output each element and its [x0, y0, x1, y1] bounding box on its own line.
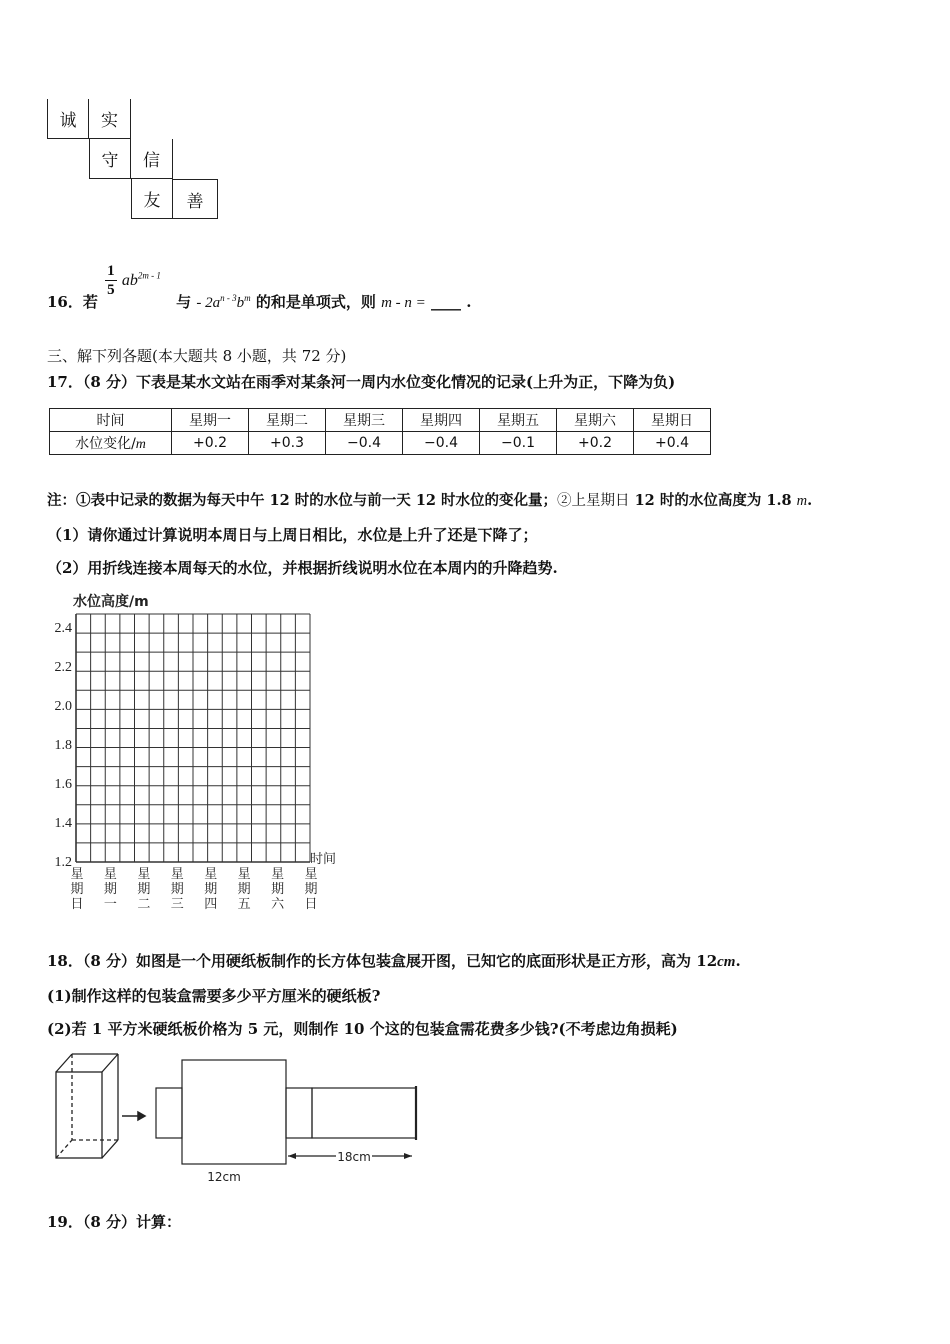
- x-tick-label: 星期二: [137, 867, 151, 912]
- grid-yticks: [55, 621, 73, 870]
- arrow-icon: [122, 1112, 145, 1120]
- net-cell: 善: [173, 179, 218, 219]
- y-tick-label: 2.0: [54, 699, 72, 714]
- q17-sub2: （2）用折线连接本周每天的水位，并根据折线说明水位在本周内的升降趋势.: [47, 559, 558, 577]
- y-tick-label: 1.8: [54, 738, 72, 753]
- term2-exp-b: m: [244, 292, 251, 303]
- y-tick-label: 1.4: [54, 816, 72, 831]
- term2-coef: - 2a: [196, 294, 221, 311]
- grid-xticks: [70, 867, 317, 912]
- table-header: 星期三: [326, 409, 403, 432]
- q16-blank[interactable]: ____: [431, 292, 461, 311]
- term1-base: ab: [121, 271, 138, 289]
- grid-xlabel: 时间: [310, 852, 337, 867]
- x-tick-label: 星期六: [271, 867, 285, 912]
- row-label-text: 水位变化/: [75, 436, 136, 452]
- question-18: [47, 950, 741, 971]
- cuboid-drawing: [56, 1054, 118, 1158]
- table-header: 星期六: [557, 409, 634, 432]
- term2-b: b: [236, 294, 245, 311]
- q18-sub2: (2)若 1 平方米硬纸板价格为 5 元，则制作 10 个这的包装盒需花费多少钱?(不考虑边角损耗): [47, 1020, 678, 1038]
- table-header: 星期四: [403, 409, 480, 432]
- note-end: .: [807, 492, 813, 509]
- note-part-c: 12 时的水位高度为 1.8: [629, 492, 792, 509]
- term2-exp-a: n - 3: [220, 292, 237, 303]
- note-part-a: 注：①表中记录的数据为每天中午 12 时的水位与前一天 12 时水位的变化量；: [47, 492, 558, 509]
- row-label-unit: m: [135, 437, 146, 452]
- x-tick-label: 星期四: [204, 867, 218, 912]
- fraction-denominator: 5: [107, 282, 115, 298]
- net-cell: 信: [131, 139, 173, 179]
- table-cell: −0.4: [326, 432, 403, 455]
- x-tick-label: 星期一: [103, 867, 117, 912]
- table-header: 星期一: [172, 409, 249, 432]
- q16-mid: 与: [176, 292, 192, 311]
- table-header: 时间: [50, 409, 172, 432]
- table-header: 星期五: [480, 409, 557, 432]
- water-level-table: [49, 408, 711, 455]
- table-cell: −0.4: [403, 432, 480, 455]
- x-tick-label: 星期三: [170, 867, 184, 912]
- term1-exponent: 2m - 1: [137, 270, 161, 281]
- dim-arrow-right: [404, 1153, 412, 1159]
- q18-end: .: [735, 952, 741, 970]
- table-header-row: [50, 409, 711, 432]
- x-tick-label: 星期五: [237, 867, 251, 912]
- net-cell: 友: [131, 179, 173, 219]
- unfolded-net: [156, 1060, 416, 1164]
- grid-lines: [76, 614, 310, 862]
- q16-number: 16．若: [47, 292, 98, 311]
- dim-arrow-left: [288, 1153, 296, 1159]
- note-unit: m: [796, 493, 808, 509]
- y-tick-label: 2.4: [54, 621, 72, 636]
- q16-term1: [122, 272, 161, 289]
- question-17: 17．（8 分）下表是某水文站在雨季对某条河一周内水位变化情况的记录(上升为正，下降为负): [47, 373, 676, 391]
- q17-sub1: （1）请你通过计算说明本周日与上周日相比，水位是上升了还是下降了；: [47, 526, 538, 544]
- x-tick-label: 星期日: [304, 867, 318, 912]
- section-3-heading: 三、解下列各题(本大题共 8 小题，共 72 分): [47, 347, 347, 365]
- net-cell: 实: [89, 99, 131, 139]
- table-header: 星期二: [249, 409, 326, 432]
- row-label: [50, 432, 172, 455]
- net-cell: 守: [89, 139, 131, 179]
- fraction-numerator: 1: [107, 263, 115, 279]
- table-cell: +0.3: [249, 432, 326, 455]
- note-part-b: ②上星期日: [557, 493, 630, 509]
- q16-tail: 的和是单项式，则: [255, 292, 376, 311]
- table-header: 星期日: [634, 409, 711, 432]
- table-row: [50, 432, 711, 455]
- q16-fraction: [105, 262, 117, 299]
- grid-ylabel: 水位高度/m: [73, 594, 149, 610]
- question-16: [47, 262, 472, 311]
- water-level-grid: [45, 588, 355, 923]
- dim-label-12cm: 12cm: [207, 1170, 241, 1184]
- table-cell: +0.4: [634, 432, 711, 455]
- q17-note: [47, 489, 812, 510]
- table-cell: +0.2: [172, 432, 249, 455]
- q18-sub1: (1)制作这样的包装盒需要多少平方厘米的硬纸板?: [47, 987, 381, 1005]
- q18-text: 18．（8 分）如图是一个用硬纸板制作的长方体包装盒展开图，已知它的底面形状是正方形，高为 12: [47, 952, 718, 970]
- dim-label-18cm: 18cm: [337, 1150, 371, 1164]
- q16-end: .: [466, 292, 472, 311]
- net-cell: 诚: [47, 99, 89, 139]
- y-tick-label: 2.2: [54, 660, 72, 675]
- question-19: 19．（8 分）计算：: [47, 1213, 182, 1231]
- y-tick-label: 1.2: [54, 855, 72, 870]
- table-cell: −0.1: [480, 432, 557, 455]
- y-tick-label: 1.6: [54, 777, 72, 792]
- box-net-diagram: [50, 1050, 430, 1190]
- q16-expression: m - n =: [381, 294, 426, 311]
- table-cell: +0.2: [557, 432, 634, 455]
- q16-term2: [196, 292, 251, 311]
- q18-unit: cm: [717, 954, 736, 970]
- x-tick-label: 星期日: [70, 867, 84, 912]
